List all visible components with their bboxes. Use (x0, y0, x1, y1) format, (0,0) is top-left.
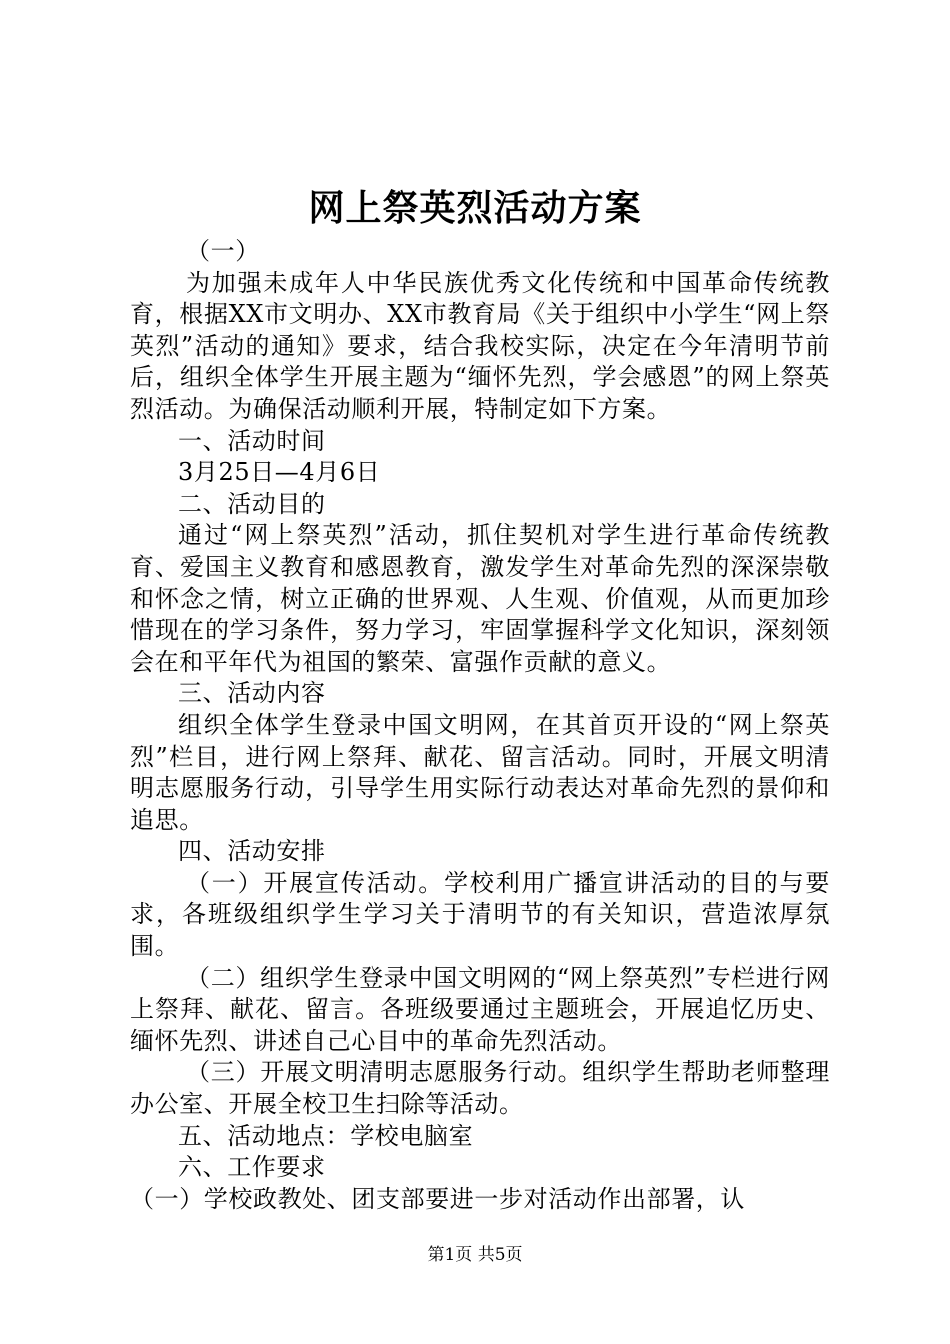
document-title: 网上祭英烈活动方案 (308, 187, 642, 229)
paragraph-activity-time: 3月25日—4月6日 (178, 458, 381, 487)
paragraph-requirement-1: （一）学校政教处、团支部要进一步对活动作出部署，认 (130, 1184, 745, 1213)
paragraph-activity-purpose: 通过“网上祭英烈”活动，抓住契机对学生进行革命传统教育、爱国主义教育和感恩教育，激发学生对革命先烈的深深崇敬和怀念之情，树立正确的世界观、人生观、价值观，从而更加珍惜现在的学习条件，努力学习，牢固掌握科学文化知识，深刻领会在和平年代为祖国的繁荣、富强作贡献的意义。 (130, 521, 830, 676)
paragraph-section-marker: （一） (186, 237, 260, 265)
document-body (130, 236, 830, 1215)
paragraph-intro: 为加强未成年人中华民族优秀文化传统和中国革命传统教育，根据XX市文明办、XX市教育局《关于组织中小学生“网上祭英烈”活动的通知》要求，结合我校实际，决定在今年清明节前后，组织全体学生开展主题为“缅怀先烈，学会感恩”的网上祭英烈活动。为确保活动顺利开展，特制定如下方案。 (130, 268, 830, 423)
heading-activity-time: 一、活动时间 (178, 426, 326, 455)
paragraph-activity-content: 组织全体学生登录中国文明网，在其首页开设的“网上祭英烈”栏目，进行网上祭拜、献花、留言活动。同时，开展文明清明志愿服务行动，引导学生用实际行动表达对革命先烈的景仰和追思。 (130, 710, 830, 834)
heading-activity-content: 三、活动内容 (178, 679, 326, 708)
paragraph-arrangement-3: （三）开展文明清明志愿服务行动。组织学生帮助老师整理办公室、开展全校卫生扫除等活动。 (130, 1058, 830, 1119)
paragraph-arrangement-2: （二）组织学生登录中国文明网的“网上祭英烈”专栏进行网上祭拜、献花、留言。各班级要通过主题班会，开展追忆历史、缅怀先烈、讲述自己心目中的革命先烈活动。 (130, 963, 830, 1055)
page-footer: 第1页 共5页 (427, 1245, 523, 1265)
heading-work-requirements: 六、工作要求 (178, 1153, 326, 1182)
heading-activity-purpose: 二、活动目的 (178, 489, 326, 518)
heading-activity-location: 五、活动地点：学校电脑室 (178, 1121, 474, 1150)
paragraph-arrangement-1: （一）开展宣传活动。学校利用广播宣讲活动的目的与要求，各班级组织学生学习关于清明节的有关知识，营造浓厚氛围。 (130, 868, 830, 961)
heading-activity-arrangement: 四、活动安排 (178, 837, 326, 866)
